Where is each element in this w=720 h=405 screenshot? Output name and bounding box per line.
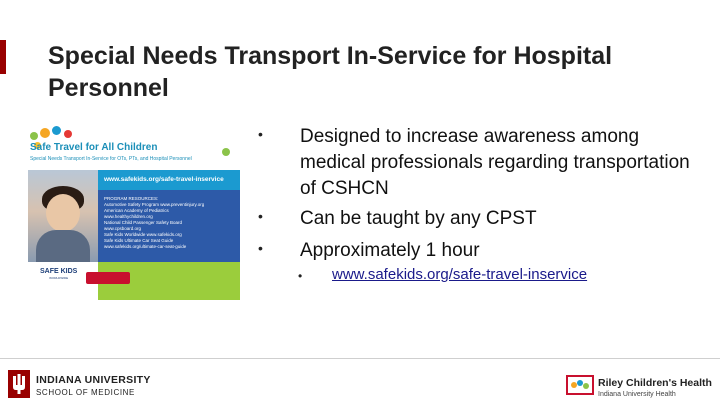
dot-decoration bbox=[52, 126, 61, 135]
iu-school: SCHOOL OF MEDICINE bbox=[36, 388, 135, 397]
bullet-glyph: • bbox=[298, 269, 303, 283]
inservice-link[interactable]: www.safekids.org/safe-travel-inservice bbox=[332, 266, 588, 283]
brochure-url: www.safekids.org/safe-travel-inservice bbox=[104, 176, 224, 183]
brochure-title: Safe Travel for All Children bbox=[30, 142, 158, 153]
child-photo bbox=[28, 170, 98, 262]
child-face bbox=[46, 194, 80, 232]
footer-divider bbox=[0, 358, 720, 359]
resource-line: Safe Kids Worldwide www.safekids.org bbox=[104, 232, 182, 237]
riley-logo-icon bbox=[566, 373, 594, 397]
dot-decoration bbox=[40, 128, 50, 138]
resource-line: PROGRAM RESOURCES: bbox=[104, 196, 159, 201]
bullet-glyph: • bbox=[258, 208, 263, 224]
child-body bbox=[36, 230, 90, 262]
bullet-text: Designed to increase awareness among medical professionals regarding transportation of CSHCN bbox=[300, 126, 690, 199]
bullet-glyph: • bbox=[258, 240, 263, 256]
resource-line: Safe Kids Ultimate Car Seat Guide bbox=[104, 238, 174, 243]
resource-line: www.safekids.org/ultimate-car-seat-guide bbox=[104, 244, 187, 249]
safe-kids-logo-sub: WORLDWIDE bbox=[49, 276, 69, 280]
riley-name: Riley Children's Health bbox=[598, 377, 712, 389]
bullet-glyph: • bbox=[258, 126, 263, 142]
iu-trident-icon bbox=[8, 370, 30, 398]
bullet-text: Can be taught by any CPST bbox=[300, 208, 537, 229]
resource-line: Automotive Safety Program www.preventinjury.org bbox=[104, 202, 205, 207]
slide-title: Special Needs Transport In-Service for Hospital Personnel bbox=[48, 42, 613, 102]
partner-logo bbox=[86, 272, 130, 284]
title-accent-bar bbox=[0, 40, 6, 74]
riley-sub: Indiana University Health bbox=[598, 391, 676, 398]
safe-kids-logo bbox=[40, 268, 77, 282]
dot-decoration bbox=[30, 132, 38, 140]
dot-decoration bbox=[64, 130, 72, 138]
dot-decoration bbox=[222, 148, 230, 156]
brochure-resources-list bbox=[104, 196, 238, 250]
brochure-subtitle: Special Needs Transport In-Service for OTs, PTs, and Hospital Personnel bbox=[30, 156, 192, 162]
iu-name: INDIANA UNIVERSITY bbox=[36, 374, 151, 386]
resource-line: www.healthychildren.org bbox=[104, 214, 153, 219]
safe-kids-logo-text: SAFE KIDS bbox=[40, 268, 78, 275]
resource-line: American Academy of Pediatrics bbox=[104, 208, 169, 213]
bullet-text: Approximately 1 hour bbox=[300, 240, 480, 261]
resource-line: National Child Passenger Safety Board bbox=[104, 220, 183, 225]
resource-line: www.cpsboard.org bbox=[104, 226, 142, 231]
